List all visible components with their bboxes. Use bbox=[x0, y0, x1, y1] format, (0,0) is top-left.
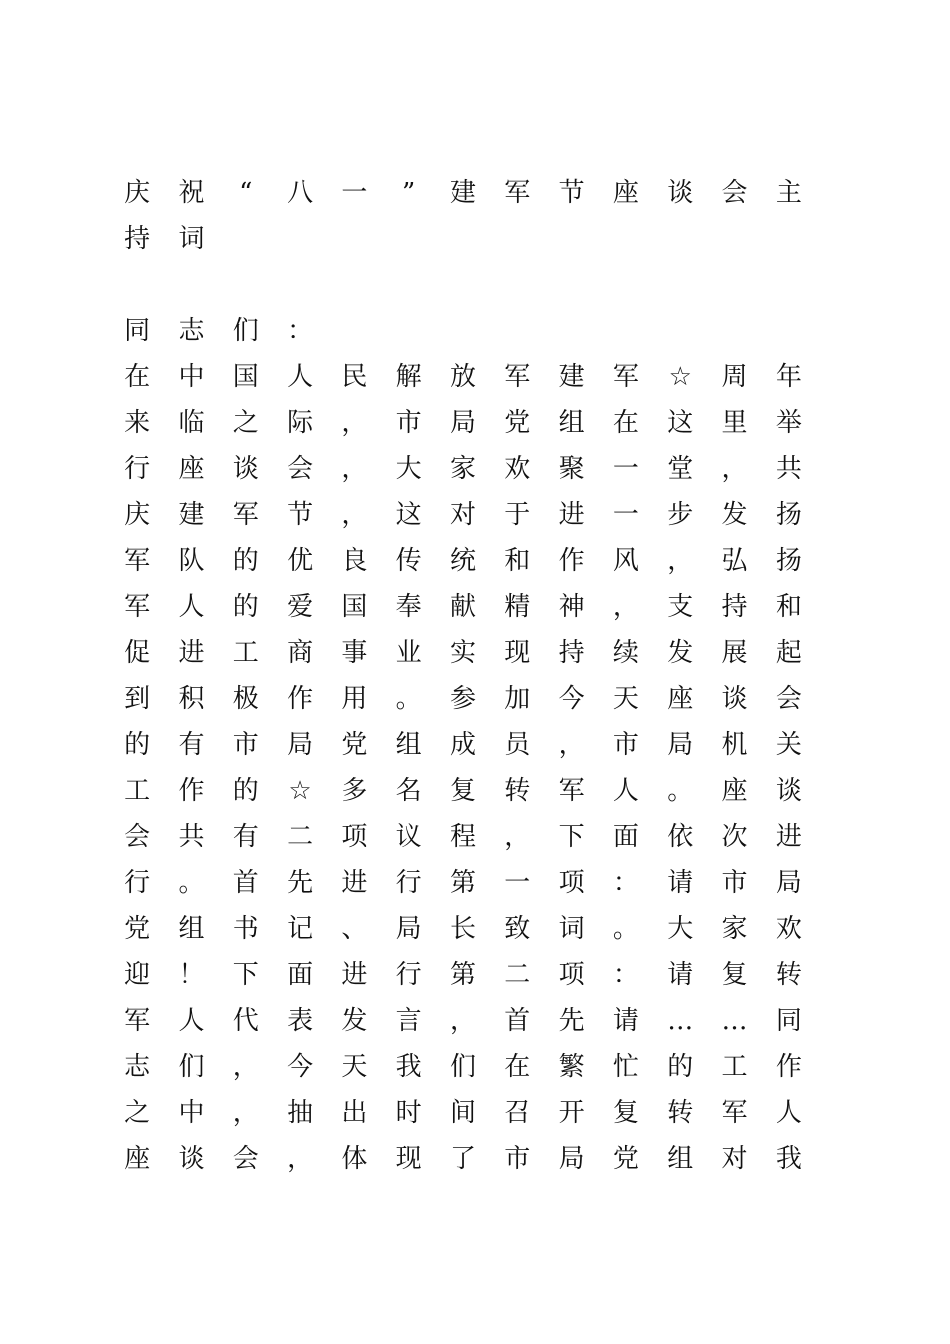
text-char: 党 bbox=[341, 730, 368, 760]
text-char: 记 bbox=[287, 914, 314, 944]
text-char: 作 bbox=[775, 1052, 802, 1082]
text-char: 工 bbox=[124, 776, 151, 806]
text-char: 词 bbox=[558, 914, 585, 944]
text-char: 致 bbox=[504, 914, 531, 944]
text-char: ☆ bbox=[288, 776, 312, 806]
text-char: 步 bbox=[667, 500, 694, 530]
text-char: 扬 bbox=[775, 500, 802, 530]
text-char: 发 bbox=[667, 638, 694, 668]
text-char: 。 bbox=[667, 776, 694, 806]
text-char: 代 bbox=[232, 1006, 259, 1036]
text-char: 和 bbox=[775, 592, 802, 622]
text-char: 人 bbox=[287, 362, 314, 392]
text-char: 局 bbox=[775, 868, 802, 898]
text-char: 和 bbox=[504, 546, 531, 576]
text-char: 家 bbox=[721, 914, 748, 944]
text-char: 节 bbox=[287, 500, 314, 530]
text-char: 神 bbox=[558, 592, 585, 622]
text-char: 了 bbox=[449, 1144, 476, 1174]
text-char: 我 bbox=[775, 1144, 802, 1174]
text-char: 工 bbox=[721, 1052, 748, 1082]
text-char: 谈 bbox=[178, 1144, 205, 1174]
text-char: 里 bbox=[721, 408, 748, 438]
text-char: 座 bbox=[178, 454, 205, 484]
text-char: 关 bbox=[775, 730, 802, 760]
text-char: 的 bbox=[232, 592, 259, 622]
text-char: 首 bbox=[504, 1006, 531, 1036]
text-char: 进 bbox=[341, 868, 368, 898]
text-char: ， bbox=[667, 546, 694, 576]
text-char: 、 bbox=[341, 914, 368, 944]
text-char: 军 bbox=[124, 592, 151, 622]
text-char: 于 bbox=[504, 500, 531, 530]
text-char: 。 bbox=[395, 684, 422, 714]
text-char: 谈 bbox=[721, 684, 748, 714]
body-line bbox=[110, 906, 816, 952]
text-char: ， bbox=[232, 1052, 259, 1082]
text-char: 会 bbox=[721, 178, 748, 208]
text-char: 们 bbox=[178, 1052, 205, 1082]
text-char: 们 bbox=[232, 316, 259, 346]
text-char: 人 bbox=[775, 1098, 802, 1128]
text-char: 依 bbox=[667, 822, 694, 852]
text-char: 民 bbox=[341, 362, 368, 392]
text-char: 志 bbox=[124, 1052, 151, 1082]
text-char: 天 bbox=[612, 684, 639, 714]
text-char: 家 bbox=[449, 454, 476, 484]
text-char: 进 bbox=[558, 500, 585, 530]
body-line bbox=[110, 768, 816, 814]
text-char: 用 bbox=[341, 684, 368, 714]
text-char: 局 bbox=[395, 914, 422, 944]
text-char: 军 bbox=[504, 178, 531, 208]
text-char: “ bbox=[239, 178, 253, 208]
text-char: 召 bbox=[504, 1098, 531, 1128]
text-char: ” bbox=[402, 178, 416, 208]
text-char: ， bbox=[341, 500, 368, 530]
text-char: 优 bbox=[287, 546, 314, 576]
text-char: 军 bbox=[504, 362, 531, 392]
text-char: 共 bbox=[775, 454, 802, 484]
text-char: 长 bbox=[449, 914, 476, 944]
text-char: 弘 bbox=[721, 546, 748, 576]
text-char: ， bbox=[341, 408, 368, 438]
text-char: ， bbox=[504, 822, 531, 852]
text-char: 一 bbox=[504, 868, 531, 898]
text-char: 临 bbox=[178, 408, 205, 438]
text-char: 扬 bbox=[775, 546, 802, 576]
text-char: ！ bbox=[178, 960, 205, 990]
document-body bbox=[110, 308, 816, 1182]
text-char: 党 bbox=[124, 914, 151, 944]
body-line bbox=[110, 400, 816, 446]
text-char: 议 bbox=[395, 822, 422, 852]
text-char: 这 bbox=[667, 408, 694, 438]
text-char: 人 bbox=[612, 776, 639, 806]
text-char: 第 bbox=[449, 868, 476, 898]
text-char: 先 bbox=[558, 1006, 585, 1036]
body-line bbox=[110, 814, 816, 860]
text-char: 进 bbox=[341, 960, 368, 990]
text-char: 事 bbox=[341, 638, 368, 668]
text-char: 行 bbox=[124, 454, 151, 484]
text-char: 次 bbox=[721, 822, 748, 852]
text-char: 业 bbox=[395, 638, 422, 668]
text-char: 举 bbox=[775, 408, 802, 438]
body-line bbox=[110, 492, 816, 538]
text-char: 今 bbox=[558, 684, 585, 714]
body-line bbox=[110, 1090, 816, 1136]
text-char: 。 bbox=[178, 868, 205, 898]
text-char: 人 bbox=[178, 1006, 205, 1036]
text-char: 市 bbox=[504, 1144, 531, 1174]
text-char: 第 bbox=[449, 960, 476, 990]
body-line bbox=[110, 308, 816, 354]
text-char: 建 bbox=[178, 500, 205, 530]
text-char: 下 bbox=[232, 960, 259, 990]
text-char: 良 bbox=[341, 546, 368, 576]
text-char: 中 bbox=[178, 362, 205, 392]
text-char: 会 bbox=[287, 454, 314, 484]
text-char: ， bbox=[232, 1098, 259, 1128]
text-char: 间 bbox=[449, 1098, 476, 1128]
text-char: 商 bbox=[287, 638, 314, 668]
text-char: 进 bbox=[775, 822, 802, 852]
text-char: ， bbox=[558, 730, 585, 760]
body-line bbox=[110, 538, 816, 584]
text-char: 的 bbox=[232, 546, 259, 576]
text-char: 续 bbox=[612, 638, 639, 668]
text-char: 之 bbox=[124, 1098, 151, 1128]
text-char: 到 bbox=[124, 684, 151, 714]
text-char: … bbox=[721, 1006, 748, 1036]
body-line bbox=[110, 446, 816, 492]
text-char: 发 bbox=[721, 500, 748, 530]
text-char: 进 bbox=[178, 638, 205, 668]
text-char: 的 bbox=[124, 730, 151, 760]
text-char: 来 bbox=[124, 408, 151, 438]
text-char: 这 bbox=[395, 500, 422, 530]
text-char: 传 bbox=[395, 546, 422, 576]
text-char: 市 bbox=[612, 730, 639, 760]
text-char: 堂 bbox=[667, 454, 694, 484]
text-char: 复 bbox=[612, 1098, 639, 1128]
text-char: 面 bbox=[612, 822, 639, 852]
text-char: 开 bbox=[558, 1098, 585, 1128]
document-title bbox=[110, 170, 816, 262]
text-char: 市 bbox=[721, 868, 748, 898]
text-char: 爱 bbox=[287, 592, 314, 622]
text-char: 出 bbox=[341, 1098, 368, 1128]
text-char: 项 bbox=[558, 960, 585, 990]
text-char: 持 bbox=[558, 638, 585, 668]
text-char: 一 bbox=[341, 178, 368, 208]
text-char: 请 bbox=[612, 1006, 639, 1036]
text-char: 八 bbox=[287, 178, 314, 208]
text-char: 抽 bbox=[287, 1098, 314, 1128]
text-char: 有 bbox=[232, 822, 259, 852]
text-char: 主 bbox=[775, 178, 802, 208]
text-char: 发 bbox=[341, 1006, 368, 1036]
text-char: 名 bbox=[395, 776, 422, 806]
text-char: ： bbox=[612, 960, 639, 990]
text-char: 同 bbox=[775, 1006, 802, 1036]
text-char: 书 bbox=[232, 914, 259, 944]
text-char: 建 bbox=[558, 362, 585, 392]
text-char: 现 bbox=[395, 1144, 422, 1174]
body-line bbox=[110, 860, 816, 906]
text-char: 首 bbox=[232, 868, 259, 898]
text-char: 表 bbox=[287, 1006, 314, 1036]
text-char: 中 bbox=[178, 1098, 205, 1128]
text-char: 精 bbox=[504, 592, 531, 622]
text-char: 座 bbox=[721, 776, 748, 806]
text-char: 风 bbox=[612, 546, 639, 576]
text-char: ， bbox=[287, 1144, 314, 1174]
text-char: 作 bbox=[287, 684, 314, 714]
text-char: 座 bbox=[124, 1144, 151, 1174]
text-char: 聚 bbox=[558, 454, 585, 484]
text-char: 欢 bbox=[775, 914, 802, 944]
text-char: 项 bbox=[558, 868, 585, 898]
text-char: 展 bbox=[721, 638, 748, 668]
text-char: 在 bbox=[612, 408, 639, 438]
text-char: 统 bbox=[449, 546, 476, 576]
text-char: 多 bbox=[341, 776, 368, 806]
text-char: 时 bbox=[395, 1098, 422, 1128]
text-char: 参 bbox=[449, 684, 476, 714]
text-char: 一 bbox=[612, 454, 639, 484]
text-char: ☆ bbox=[668, 362, 692, 392]
text-char: 庆 bbox=[124, 500, 151, 530]
text-char: 的 bbox=[667, 1052, 694, 1082]
text-char: 们 bbox=[449, 1052, 476, 1082]
text-char: 有 bbox=[178, 730, 205, 760]
text-char: 极 bbox=[232, 684, 259, 714]
text-char: 积 bbox=[178, 684, 205, 714]
text-char: 实 bbox=[449, 638, 476, 668]
text-char: 下 bbox=[558, 822, 585, 852]
text-char: 言 bbox=[395, 1006, 422, 1036]
text-char: 在 bbox=[124, 362, 151, 392]
text-char: 二 bbox=[287, 822, 314, 852]
text-char: 组 bbox=[667, 1144, 694, 1174]
text-char: 军 bbox=[558, 776, 585, 806]
text-char: 大 bbox=[395, 454, 422, 484]
text-char: 周 bbox=[721, 362, 748, 392]
text-char: 局 bbox=[449, 408, 476, 438]
text-char: 谈 bbox=[667, 178, 694, 208]
text-char: ， bbox=[612, 592, 639, 622]
text-char: 作 bbox=[178, 776, 205, 806]
text-char: 对 bbox=[721, 1144, 748, 1174]
text-char: 机 bbox=[721, 730, 748, 760]
text-char: 工 bbox=[232, 638, 259, 668]
text-char: 会 bbox=[232, 1144, 259, 1174]
title-line bbox=[110, 216, 816, 262]
text-char: 国 bbox=[232, 362, 259, 392]
text-char: ： bbox=[612, 868, 639, 898]
text-char: 项 bbox=[341, 822, 368, 852]
text-char: ， bbox=[721, 454, 748, 484]
body-line bbox=[110, 952, 816, 998]
text-char: 行 bbox=[395, 868, 422, 898]
text-char: 持 bbox=[721, 592, 748, 622]
text-char: 忙 bbox=[612, 1052, 639, 1082]
text-char: 我 bbox=[395, 1052, 422, 1082]
text-char: 党 bbox=[612, 1144, 639, 1174]
text-char: 天 bbox=[341, 1052, 368, 1082]
text-char: 志 bbox=[178, 316, 205, 346]
text-char: 二 bbox=[504, 960, 531, 990]
text-char: 持 bbox=[124, 224, 151, 254]
text-char: 请 bbox=[667, 960, 694, 990]
text-char: ， bbox=[341, 454, 368, 484]
body-line bbox=[110, 676, 816, 722]
text-char: 作 bbox=[558, 546, 585, 576]
text-char: 局 bbox=[667, 730, 694, 760]
text-char: 行 bbox=[395, 960, 422, 990]
text-char: 队 bbox=[178, 546, 205, 576]
text-char: 国 bbox=[341, 592, 368, 622]
text-char: 座 bbox=[612, 178, 639, 208]
text-char: 祝 bbox=[178, 178, 205, 208]
text-char: 放 bbox=[449, 362, 476, 392]
text-char: 军 bbox=[612, 362, 639, 392]
text-char: 军 bbox=[124, 546, 151, 576]
text-char: 的 bbox=[232, 776, 259, 806]
text-char: 座 bbox=[667, 684, 694, 714]
text-char: 军 bbox=[721, 1098, 748, 1128]
text-char: 加 bbox=[504, 684, 531, 714]
text-char: 同 bbox=[124, 316, 151, 346]
text-char: 繁 bbox=[558, 1052, 585, 1082]
text-char: 一 bbox=[612, 500, 639, 530]
text-char: 际 bbox=[287, 408, 314, 438]
text-char: 谈 bbox=[232, 454, 259, 484]
body-line bbox=[110, 354, 816, 400]
body-line bbox=[110, 722, 816, 768]
text-char: ： bbox=[287, 316, 314, 346]
text-char: 年 bbox=[775, 362, 802, 392]
body-line bbox=[110, 1136, 816, 1182]
body-line bbox=[110, 630, 816, 676]
text-char: 起 bbox=[775, 638, 802, 668]
text-char: 之 bbox=[232, 408, 259, 438]
text-char: 转 bbox=[775, 960, 802, 990]
text-char: 成 bbox=[449, 730, 476, 760]
text-char: 节 bbox=[558, 178, 585, 208]
text-char: 欢 bbox=[504, 454, 531, 484]
text-char: 促 bbox=[124, 638, 151, 668]
text-char: 先 bbox=[287, 868, 314, 898]
text-char: 员 bbox=[504, 730, 531, 760]
text-char: 转 bbox=[667, 1098, 694, 1128]
text-char: 会 bbox=[775, 684, 802, 714]
body-line bbox=[110, 998, 816, 1044]
text-char: 面 bbox=[287, 960, 314, 990]
text-char: 人 bbox=[178, 592, 205, 622]
text-char: 军 bbox=[232, 500, 259, 530]
text-char: 谈 bbox=[775, 776, 802, 806]
text-char: 复 bbox=[449, 776, 476, 806]
text-char: 组 bbox=[395, 730, 422, 760]
title-line bbox=[110, 170, 816, 216]
text-char: 奉 bbox=[395, 592, 422, 622]
text-char: 复 bbox=[721, 960, 748, 990]
text-char: 行 bbox=[124, 868, 151, 898]
text-char: 支 bbox=[667, 592, 694, 622]
text-char: 共 bbox=[178, 822, 205, 852]
text-char: 会 bbox=[124, 822, 151, 852]
text-char: 市 bbox=[395, 408, 422, 438]
text-char: 对 bbox=[449, 500, 476, 530]
text-char: 局 bbox=[558, 1144, 585, 1174]
text-char: 军 bbox=[124, 1006, 151, 1036]
body-line bbox=[110, 1044, 816, 1090]
text-char: 。 bbox=[612, 914, 639, 944]
text-char: 建 bbox=[449, 178, 476, 208]
text-char: 请 bbox=[667, 868, 694, 898]
text-char: 庆 bbox=[124, 178, 151, 208]
text-char: ， bbox=[449, 1006, 476, 1036]
text-char: 转 bbox=[504, 776, 531, 806]
text-char: 解 bbox=[395, 362, 422, 392]
text-char: 今 bbox=[287, 1052, 314, 1082]
text-char: 迎 bbox=[124, 960, 151, 990]
text-char: 局 bbox=[287, 730, 314, 760]
text-char: 在 bbox=[504, 1052, 531, 1082]
text-char: 现 bbox=[504, 638, 531, 668]
body-line bbox=[110, 584, 816, 630]
text-char: 组 bbox=[558, 408, 585, 438]
text-char: 献 bbox=[449, 592, 476, 622]
text-char: 词 bbox=[178, 224, 205, 254]
text-char: 大 bbox=[667, 914, 694, 944]
text-char: 市 bbox=[232, 730, 259, 760]
text-char: 体 bbox=[341, 1144, 368, 1174]
text-char: 组 bbox=[178, 914, 205, 944]
text-char: 程 bbox=[449, 822, 476, 852]
text-char: 党 bbox=[504, 408, 531, 438]
text-char: … bbox=[667, 1006, 694, 1036]
